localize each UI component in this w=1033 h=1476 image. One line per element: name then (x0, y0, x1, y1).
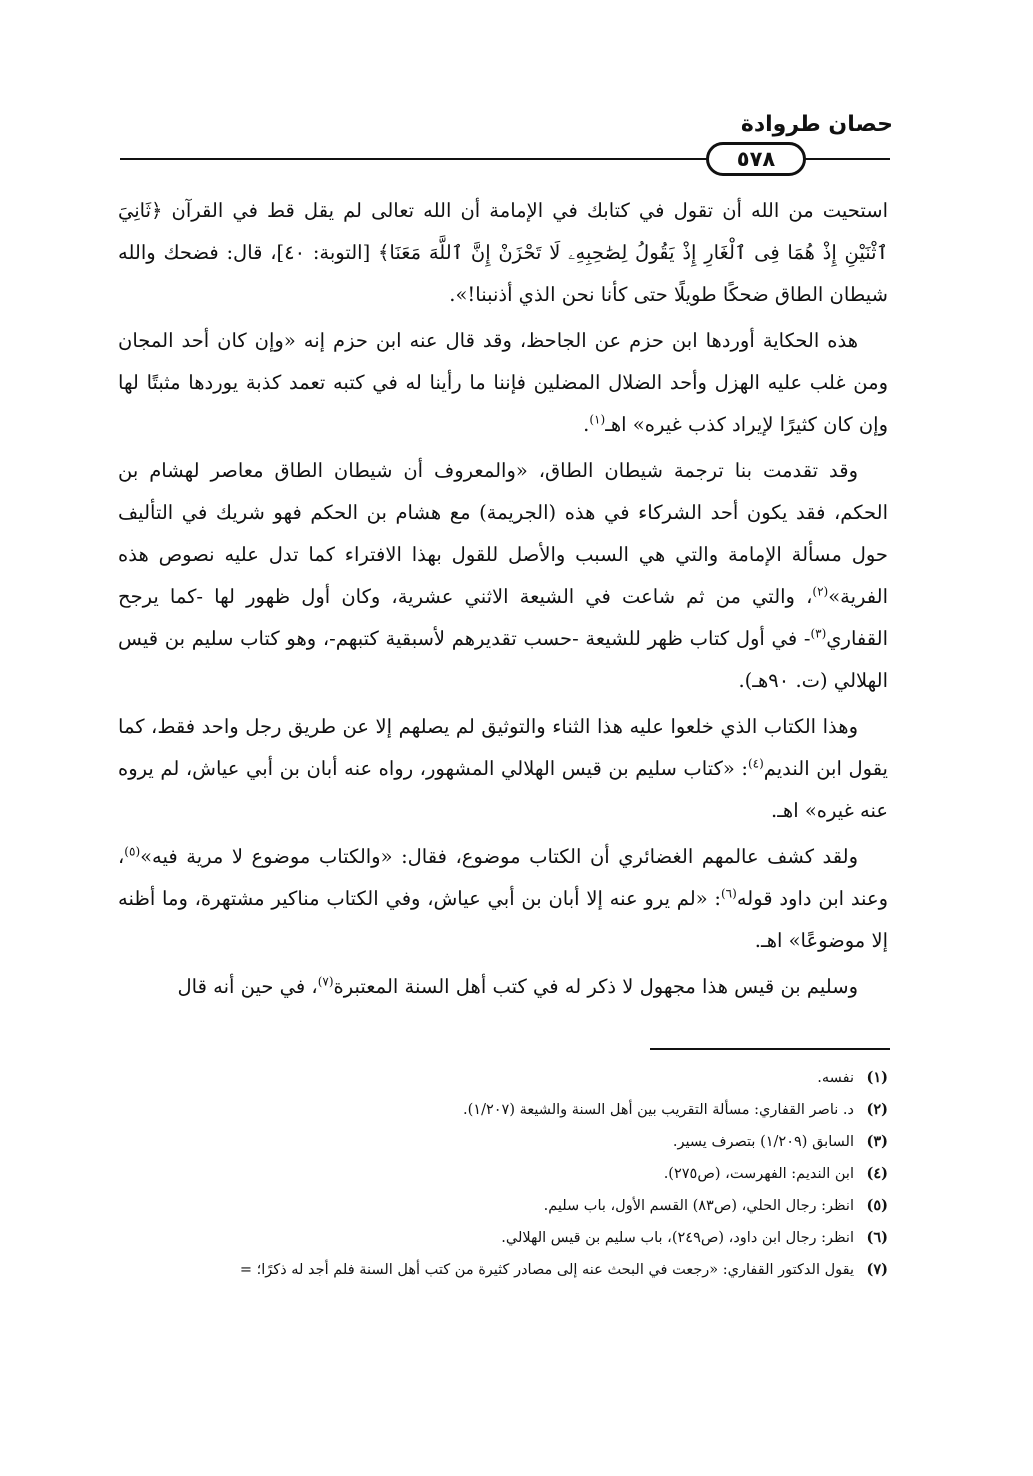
footnote: (٣) السابق (١/٢٠٩) بتصرف يسير. (672, 1133, 888, 1150)
footnote-ref: (٦) (720, 886, 737, 901)
running-title: حصان طروادة (740, 112, 893, 137)
footnote-ref: (١) (589, 412, 606, 427)
footnote: (٤) ابن النديم: الفهرست، (ص٢٧٥). (663, 1165, 888, 1182)
paragraph: وهذا الكتاب الذي خلعوا عليه هذا الثناء والتوثيق لم يصلهم إلا عن طريق رجل واحد فقط، كما يقول ابن النديم$^{(٤)}$: «كتاب سليم بن قيس الهلالي المشهور، رواه عنه أبان بن أبي عياش، لم يروه عنه غيره» اهـ. (118, 715, 888, 822)
paragraph: وقد تقدمت بنا ترجمة شيطان الطاق، «والمعروف أن شيطان الطاق معاصر لهشام بن الحكم، فقد يكون أحد الشركاء في هذه (الجريمة) مع هشام بن الحكم فهو شريك في التأليف حول مسألة الإمامة والتي هي السبب والأصل للقول بهذا الافتراء كما تدل عليه نصوص هذه الفرية»$^{(٢)}$، والتي من ثم شاعت في الشيعة الاثني عشرية، وكان أول ظهور لها -كما يرجح القفاري$^{(٣)}$- في أول كتاب ظهر للشيعة -حسب تقديرهم لأسبقية كتبهم-، وهو كتاب سليم بن قيس الهلالي (ت. ٩٠هـ). (118, 459, 888, 692)
footnote-ref: (٢) (812, 584, 829, 599)
footnotes (118, 1062, 888, 1286)
footnote-ref: (٥) (124, 844, 141, 859)
footnote: (٧) يقول الدكتور القفاري: «رجعت في البحث عنه إلى مصادر كثيرة من كتب أهل السنة فلم أجد له ذكرًا؛ = (239, 1261, 888, 1278)
paragraph: ولقد كشف عالمهم الغضائري أن الكتاب موضوع، فقال: «والكتاب موضوع لا مرية فيه»$^{(٥)}$، وعند ابن داود قوله$^{(٦)}$: «لم يرو عنه إلا أبان بن أبي عياش، وفي الكتاب مناكير مشتهرة، وما أظنه إلا موضوعًا» اهـ. (118, 844, 888, 952)
paragraph: وسليم بن قيس هذا مجهول لا ذكر له في كتب أهل السنة المعتبرة$^{(٧)}$، في حين أنه قال (177, 974, 858, 998)
footnote: (٢) د. ناصر القفاري: مسألة التقريب بين أهل السنة والشيعة (١/٢٠٧). (463, 1101, 888, 1118)
footnote-ref: (٧) (317, 974, 334, 989)
main-text (118, 190, 888, 1012)
footnote-ref: (٣) (810, 626, 827, 641)
paragraph: هذه الحكاية أوردها ابن حزم عن الجاحظ، وقد قال عنه ابن حزم إنه «وإن كان أحد المجان ومن غلب عليه الهزل وأحد الضلال المضلين فإننا ما رأينا له في كتبه تعمد كذبة يوردها مثبتًا لها وإن كان كثيرًا لإيراد كذب غيره» اهـ$^{(١)}$. (118, 329, 888, 436)
footnote: (٥) انظر: رجال الحلي، (ص٨٣) القسم الأول، باب سليم. (543, 1197, 888, 1214)
footnote-ref: (٤) (747, 756, 764, 771)
footnote: (١) نفسه. (817, 1069, 888, 1086)
footnote: (٦) انظر: رجال ابن داود، (ص٢٤٩)، باب سليم بن قيس الهلالي. (501, 1229, 888, 1246)
footnote-divider (650, 1048, 890, 1050)
paragraph: استحيت من الله أن تقول في كتابك في الإمامة أن الله تعالى لم يقل قط في القرآن ﴿ثَانِيَ ٱثْنَيْنِ إِذْ هُمَا فِى ٱلْغَارِ إِذْ يَقُولُ لِصَٰحِبِهِۦ لَا تَحْزَنْ إِنَّ ٱللَّهَ مَعَنَا﴾ [التوبة: ٤٠]، قال: فضحك والله شيطان الطاق ضحكًا طويلًا حتى كأنا نحن الذي أذنبنا!». (118, 199, 888, 306)
page-number: ٥٧٨ (706, 142, 806, 176)
